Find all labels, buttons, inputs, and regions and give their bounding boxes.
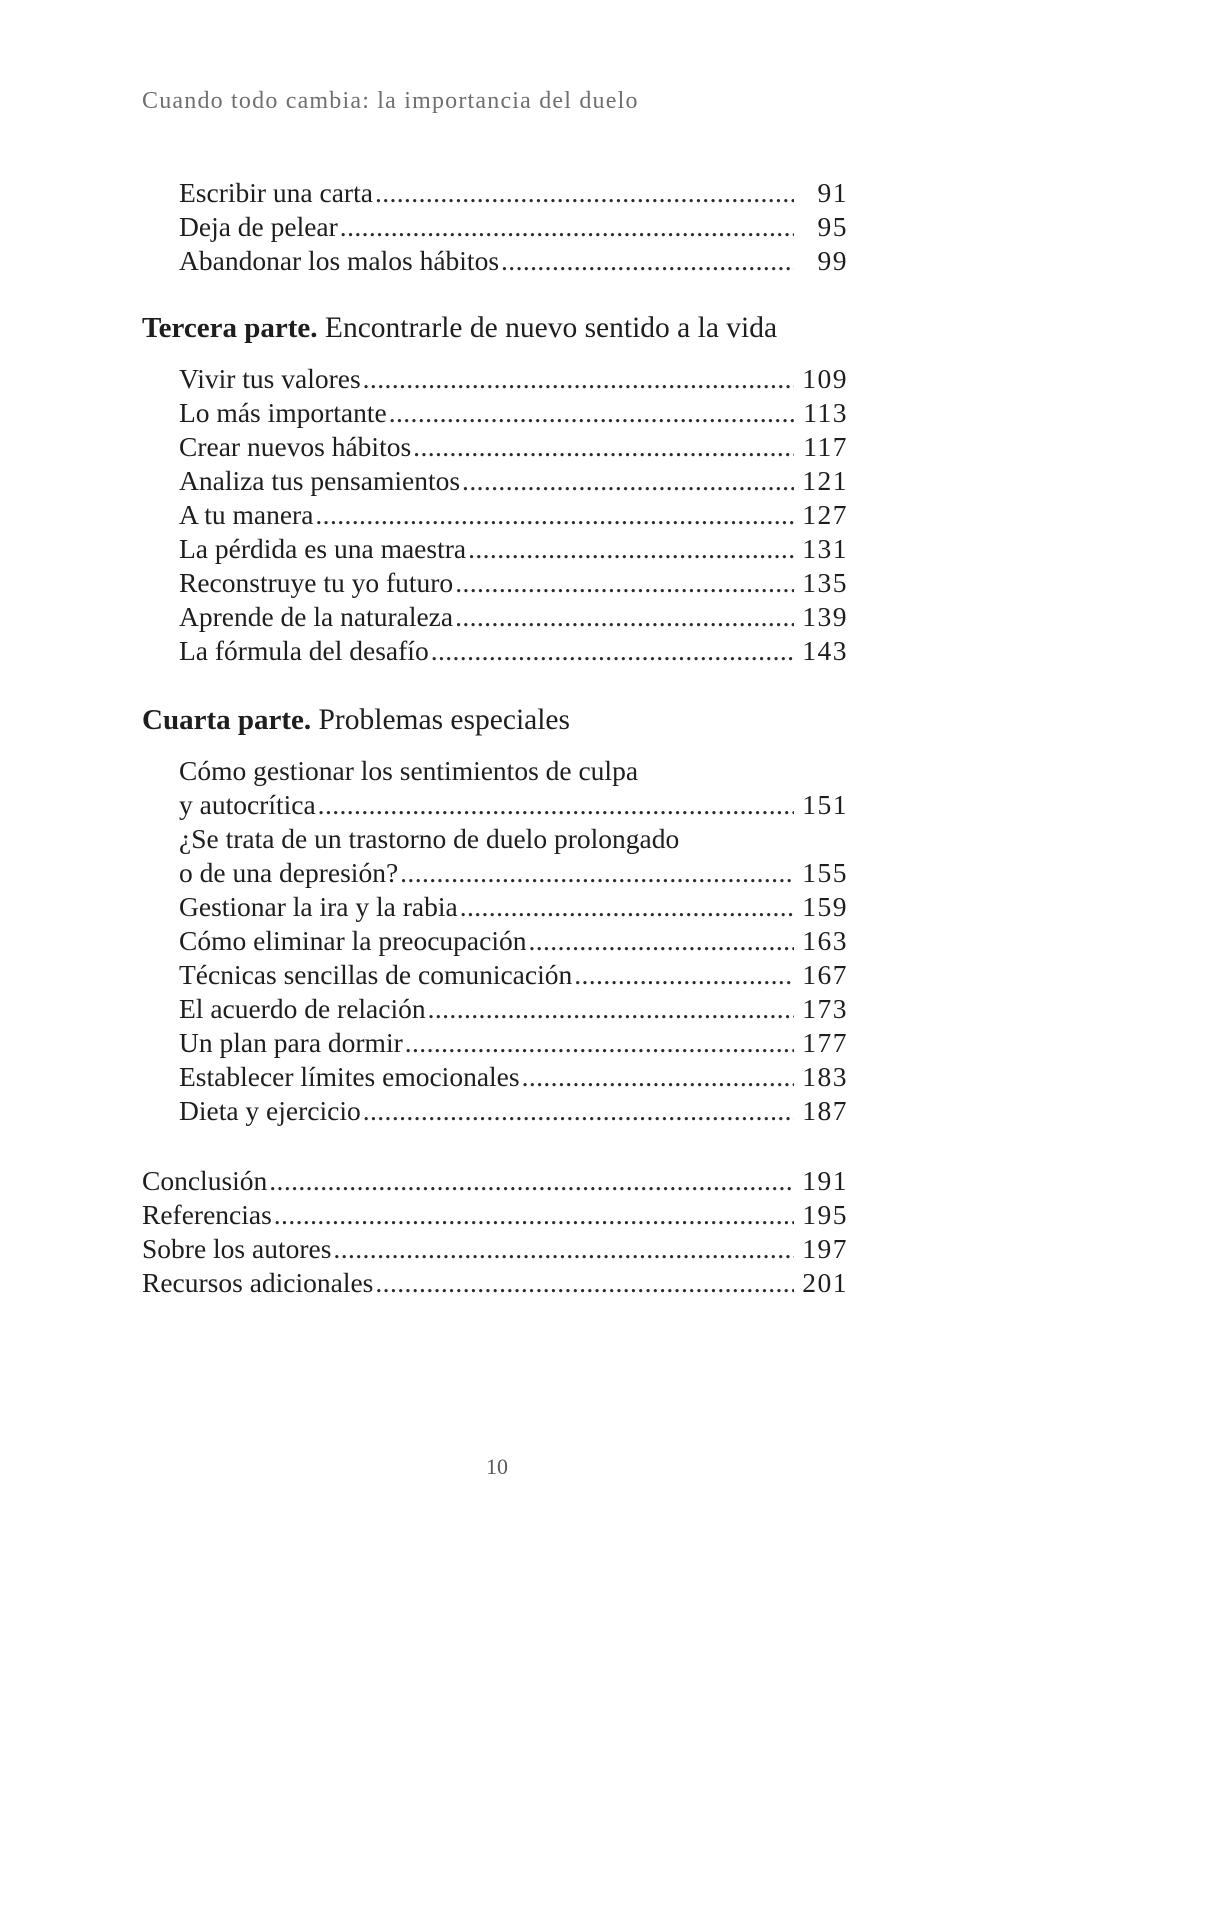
dot-leader [375, 176, 794, 210]
toc-entry-page: 151 [802, 789, 848, 820]
dot-leader [413, 430, 794, 464]
toc-entry-title: La fórmula del desafío [179, 635, 429, 666]
toc-entry-page: 159 [802, 891, 848, 922]
toc-entry-page: 183 [802, 1061, 848, 1092]
toc-entry-page: 99 [817, 245, 848, 276]
toc-entry-back-matter[interactable] [142, 1232, 848, 1266]
toc-entry[interactable] [179, 396, 848, 430]
dot-leader [389, 396, 794, 430]
part-title: Encontrarle de nuevo sentido a la vida [324, 312, 778, 344]
toc-entry-page: 177 [802, 1027, 848, 1058]
toc-entry-page: 117 [803, 431, 848, 462]
toc-entry-title: Abandonar los malos hábitos [179, 245, 500, 276]
toc-entry-page: 95 [817, 211, 848, 242]
toc-entry-back-matter[interactable] [142, 1198, 848, 1232]
toc-entry-title: Recursos adicionales [142, 1267, 374, 1298]
toc-entry-title: La pérdida es una maestra [179, 533, 467, 564]
toc-entry-page: 173 [802, 993, 848, 1024]
toc-entry-title: Aprende de la naturaleza [179, 601, 454, 632]
toc-entry-title: Dieta y ejercicio [179, 1095, 361, 1126]
toc-entry[interactable] [179, 890, 848, 924]
toc-entry[interactable] [179, 430, 848, 464]
toc-entry-title: Vivir tus valores [179, 363, 361, 394]
toc-entry[interactable] [179, 532, 848, 566]
toc-entry-back-matter[interactable] [142, 1266, 848, 1300]
toc-entry[interactable] [179, 566, 848, 600]
toc-entry-page: 109 [802, 363, 848, 394]
toc-entry-first-line: Cómo gestionar los sentimientos de culpa [179, 755, 639, 786]
dot-leader [455, 566, 794, 600]
part-label: Tercera parte. [142, 312, 318, 344]
dot-leader [462, 464, 794, 498]
dot-leader [340, 210, 794, 244]
toc-entry-page: 113 [803, 397, 848, 428]
toc-entry-title: Reconstruye tu yo futuro [179, 567, 454, 598]
toc-entry-page: 187 [802, 1095, 848, 1126]
toc-entry-title: Escribir una carta [179, 177, 373, 208]
toc-entry-page: 135 [802, 567, 848, 598]
dot-leader [501, 244, 794, 278]
toc-entry[interactable] [179, 362, 848, 396]
dot-leader [528, 924, 794, 958]
toc-entry[interactable] [179, 244, 848, 278]
toc-entry-title: El acuerdo de relación [179, 993, 426, 1024]
toc-entry-title: Conclusión [142, 1165, 268, 1196]
toc-entry[interactable] [179, 856, 848, 890]
dot-leader [269, 1164, 794, 1198]
toc-entry-title: o de una depresión? [179, 857, 399, 888]
part-heading-tercera [142, 308, 777, 348]
dot-leader [574, 958, 794, 992]
toc-entry-title: Crear nuevos hábitos [179, 431, 412, 462]
dot-leader [428, 992, 794, 1026]
dot-leader [460, 890, 794, 924]
toc-entry-title: Gestionar la ira y la rabia [179, 891, 458, 922]
dot-leader [455, 600, 794, 634]
toc-entry-title: Deja de pelear [179, 211, 338, 242]
toc-entry[interactable] [179, 1060, 848, 1094]
toc-entry-page: 121 [802, 465, 848, 496]
toc-entry[interactable] [179, 958, 848, 992]
toc-entry-title: A tu manera [179, 499, 314, 530]
dot-leader [522, 1060, 794, 1094]
toc-entry-title: y autocrítica [179, 789, 316, 820]
toc-entry[interactable] [179, 176, 848, 210]
toc-entry-title: Lo más importante [179, 397, 387, 428]
toc-entry-page: 191 [802, 1165, 848, 1196]
dot-leader [431, 634, 794, 668]
toc-entry[interactable] [179, 1026, 848, 1060]
page-number: 10 [486, 1454, 508, 1479]
toc-entry-title: Establecer límites emocionales [179, 1061, 520, 1092]
toc-entry-page: 91 [817, 177, 848, 208]
toc-entry[interactable] [179, 600, 848, 634]
dot-leader [318, 788, 794, 822]
toc-entry-page: 131 [802, 533, 848, 564]
dot-leader [363, 362, 794, 396]
part-heading-cuarta [142, 700, 570, 740]
toc-entry-page: 155 [802, 857, 848, 888]
toc-entry-title: Un plan para dormir [179, 1027, 403, 1058]
toc-entry[interactable] [179, 788, 848, 822]
toc-entry-page: 195 [802, 1199, 848, 1230]
toc-entry[interactable] [179, 498, 848, 532]
toc-entry[interactable] [179, 634, 848, 668]
toc-entry-title: Sobre los autores [142, 1233, 332, 1264]
dot-leader [274, 1198, 794, 1232]
toc-entry-title: Cómo eliminar la preocupación [179, 925, 527, 956]
dot-leader [315, 498, 794, 532]
toc-entry-back-matter[interactable] [142, 1164, 848, 1198]
toc-entry-page: 167 [802, 959, 848, 990]
dot-leader [375, 1266, 794, 1300]
dot-leader [400, 856, 794, 890]
toc-entry[interactable] [179, 924, 848, 958]
dot-leader [363, 1094, 794, 1128]
toc-entry-title: Técnicas sencillas de comunicación [179, 959, 573, 990]
toc-entry[interactable] [179, 992, 848, 1026]
dot-leader [468, 532, 794, 566]
part-label: Cuarta parte. [142, 704, 312, 736]
toc-entry-page: 143 [802, 635, 848, 666]
toc-entry-page: 197 [802, 1233, 848, 1264]
toc-entry-page: 139 [802, 601, 848, 632]
toc-entry-first-line: ¿Se trata de un trastorno de duelo prolongado [179, 823, 680, 854]
toc-entry-page: 163 [802, 925, 848, 956]
part-title: Problemas especiales [318, 704, 571, 736]
toc-entry-page: 127 [802, 499, 848, 530]
toc-entry-title: Referencias [142, 1199, 272, 1230]
toc-entry-page: 201 [802, 1267, 848, 1298]
toc-entry[interactable] [179, 464, 848, 498]
toc-entry[interactable] [179, 210, 848, 244]
toc-entry-title: Analiza tus pensamientos [179, 465, 461, 496]
dot-leader [405, 1026, 794, 1060]
dot-leader [333, 1232, 794, 1266]
running-head: Cuando todo cambia: la importancia del duelo [142, 88, 639, 114]
toc-entry[interactable] [179, 1094, 848, 1128]
